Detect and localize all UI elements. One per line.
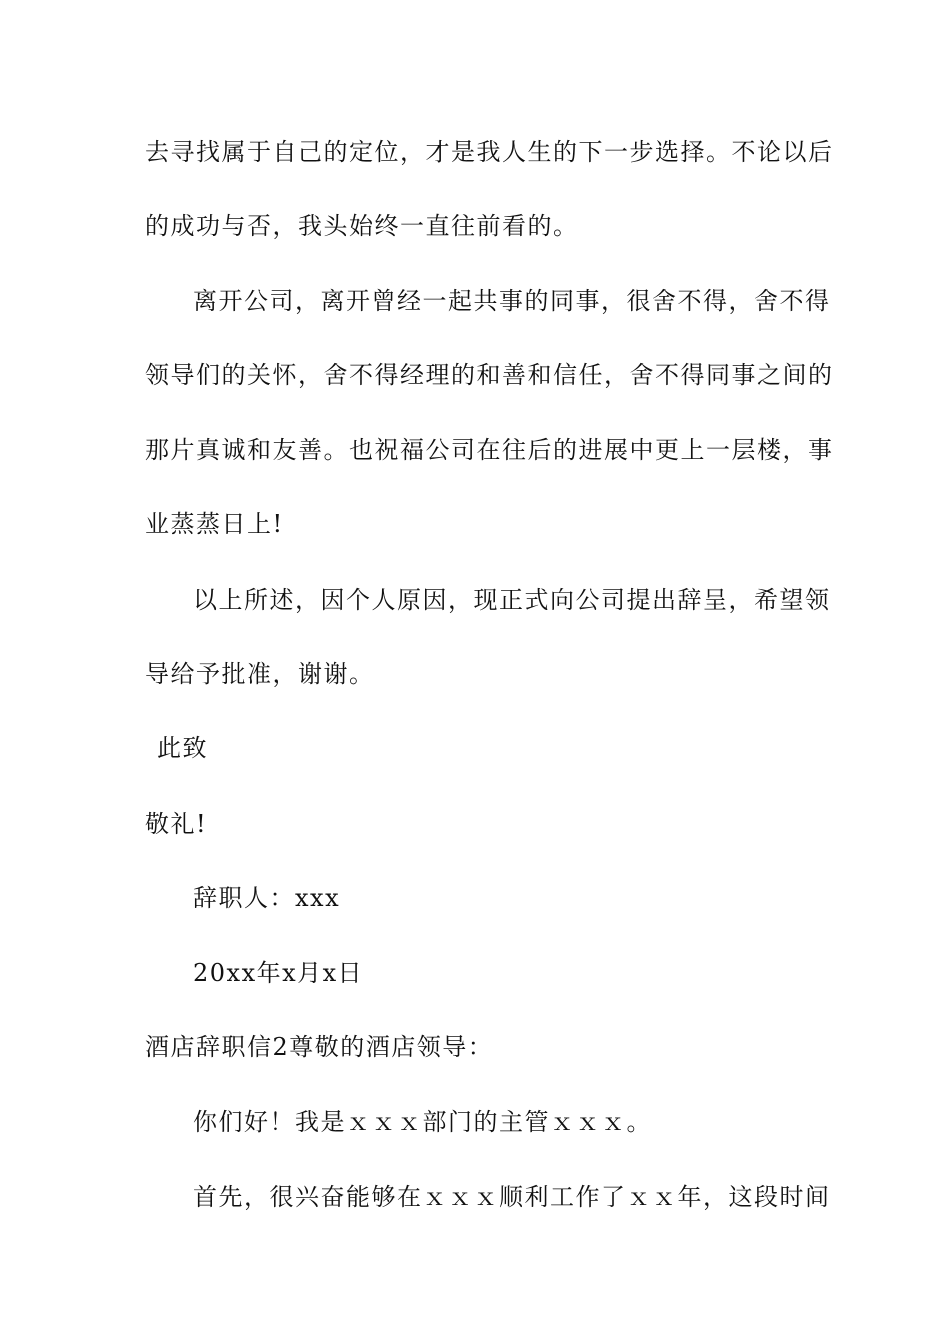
- paragraph-line: 首先，很兴奋能够在ｘｘｘ顺利工作了ｘｘ年，这段时间: [193, 1183, 831, 1211]
- paragraph-line: 离开公司，离开曾经一起共事的同事，很舍不得，舍不得: [193, 287, 831, 315]
- signer-name: 辞职人：xxx: [193, 884, 341, 912]
- paragraph-line: 业蒸蒸日上!: [145, 510, 284, 538]
- paragraph-line: 导给予批准，谢谢。: [145, 660, 375, 688]
- paragraph-line: 去寻找属于自己的定位，才是我人生的下一步选择。不论以后: [145, 138, 834, 166]
- salutation: 敬礼!: [145, 810, 208, 838]
- paragraph-line: 以上所述，因个人原因，现正式向公司提出辞呈，希望领: [193, 586, 831, 614]
- section-heading: 酒店辞职信2尊敬的酒店领导：: [145, 1033, 494, 1061]
- closing-phrase: 此致: [157, 734, 208, 762]
- signature-date: 20xx年x月x日: [193, 959, 364, 987]
- paragraph-line: 那片真诚和友善。也祝福公司在往后的进展中更上一层楼，事: [145, 436, 834, 464]
- paragraph-line: 你们好！我是ｘｘｘ部门的主管ｘｘｘ。: [193, 1108, 652, 1136]
- paragraph-line: 的成功与否，我头始终一直往前看的。: [145, 212, 579, 240]
- paragraph-line: 领导们的关怀，舍不得经理的和善和信任，舍不得同事之间的: [145, 361, 834, 389]
